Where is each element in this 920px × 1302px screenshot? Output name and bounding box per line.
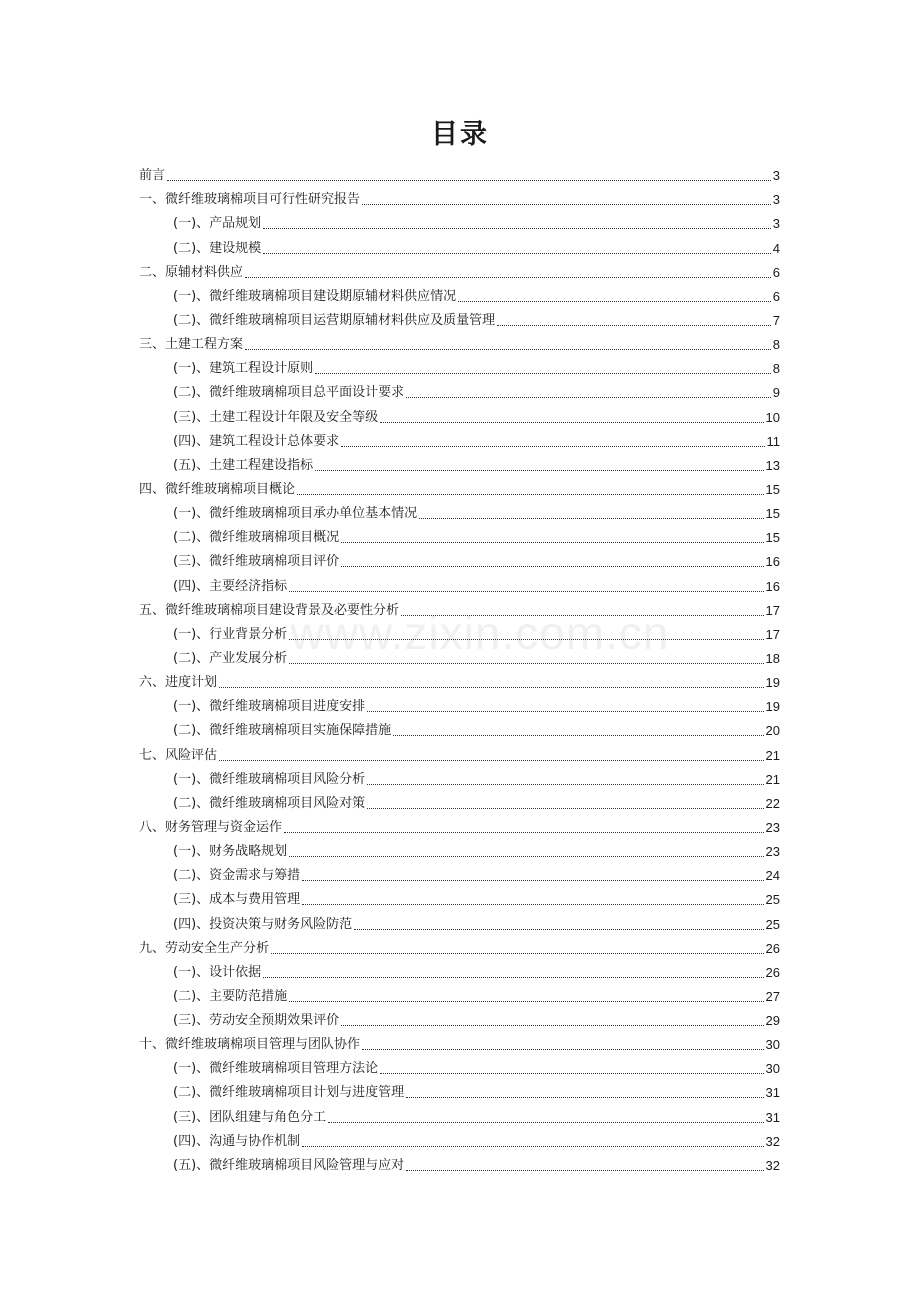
toc-section-entry[interactable] (139, 933, 780, 957)
toc-dot-leader (167, 180, 771, 181)
toc-subsection-entry[interactable] (139, 401, 780, 425)
table-of-contents (139, 160, 780, 1174)
toc-page-number: 6 (772, 264, 780, 280)
toc-subsection-entry[interactable] (139, 232, 780, 256)
toc-entry-label: (一)、设计依据 (173, 964, 262, 980)
toc-section-entry[interactable] (139, 329, 780, 353)
toc-dot-leader (315, 373, 771, 374)
toc-page-number: 30 (765, 1037, 780, 1053)
toc-entry-label: (三)、成本与费用管理 (173, 892, 301, 908)
toc-entry-label: (二)、资金需求与筹措 (173, 868, 301, 884)
toc-page-number: 22 (765, 795, 780, 811)
toc-subsection-entry[interactable] (139, 208, 780, 232)
toc-subsection-entry[interactable] (139, 643, 780, 667)
toc-page-number: 9 (772, 385, 780, 401)
toc-dot-leader (458, 301, 771, 302)
toc-subsection-entry[interactable] (139, 957, 780, 981)
toc-subsection-entry[interactable] (139, 450, 780, 474)
toc-page-number: 26 (765, 940, 780, 956)
toc-dot-leader (284, 832, 764, 833)
toc-subsection-entry[interactable] (139, 1077, 780, 1101)
toc-dot-leader (380, 422, 763, 423)
toc-dot-leader (341, 1025, 763, 1026)
toc-subsection-entry[interactable] (139, 884, 780, 908)
toc-entry-label: 十、微纤维玻璃棉项目管理与团队协作 (139, 1037, 361, 1053)
toc-dot-leader (362, 1049, 764, 1050)
toc-subsection-entry[interactable] (139, 305, 780, 329)
toc-subsection-entry[interactable] (139, 715, 780, 739)
toc-entry-label: 三、土建工程方案 (139, 337, 244, 353)
toc-page-number: 6 (772, 288, 780, 304)
toc-dot-leader (302, 904, 763, 905)
toc-dot-leader (219, 687, 764, 688)
toc-dot-leader (354, 929, 763, 930)
toc-page-number: 27 (765, 988, 780, 1004)
toc-entry-label: 八、财务管理与资金运作 (139, 819, 283, 835)
toc-page-number: 3 (772, 192, 780, 208)
toc-subsection-entry[interactable] (139, 426, 780, 450)
toc-subsection-entry[interactable] (139, 1053, 780, 1077)
toc-entry-label: (一)、微纤维玻璃棉项目风险分析 (173, 771, 366, 787)
toc-subsection-entry[interactable] (139, 619, 780, 643)
toc-section-entry[interactable] (139, 812, 780, 836)
toc-page-number: 23 (765, 844, 780, 860)
toc-page-number: 8 (772, 337, 780, 353)
toc-entry-label: (二)、建设规模 (173, 240, 262, 256)
toc-page-number: 30 (765, 1061, 780, 1077)
toc-dot-leader (380, 1073, 763, 1074)
toc-entry-label: (一)、产品规划 (173, 216, 262, 232)
toc-dot-leader (289, 639, 763, 640)
toc-entry-label: (一)、微纤维玻璃棉项目建设期原辅材料供应情况 (173, 288, 457, 304)
toc-subsection-entry[interactable] (139, 836, 780, 860)
toc-page-number: 8 (772, 361, 780, 377)
toc-subsection-entry[interactable] (139, 1101, 780, 1125)
toc-entry-label: (四)、主要经济指标 (173, 578, 288, 594)
toc-entry-label: (二)、微纤维玻璃棉项目总平面设计要求 (173, 385, 405, 401)
toc-dot-leader (367, 784, 763, 785)
toc-page-number: 3 (772, 216, 780, 232)
toc-page-number: 15 (765, 481, 780, 497)
toc-entry-label: (二)、微纤维玻璃棉项目风险对策 (173, 795, 366, 811)
toc-entry-label: (五)、土建工程建设指标 (173, 457, 314, 473)
toc-page-number: 10 (765, 409, 780, 425)
toc-subsection-entry[interactable] (139, 788, 780, 812)
toc-dot-leader (297, 494, 764, 495)
toc-entry-label: (一)、微纤维玻璃棉项目承办单位基本情况 (173, 506, 418, 522)
toc-entry-label: 七、风险评估 (139, 747, 218, 763)
toc-dot-leader (401, 615, 764, 616)
toc-entry-label: 二、原辅材料供应 (139, 264, 244, 280)
toc-subsection-entry[interactable] (139, 281, 780, 305)
toc-entry-label: (一)、微纤维玻璃棉项目进度安排 (173, 699, 366, 715)
toc-dot-leader (419, 518, 763, 519)
toc-section-entry[interactable] (139, 184, 780, 208)
toc-entry-label: (一)、微纤维玻璃棉项目管理方法论 (173, 1061, 379, 1077)
toc-section-entry[interactable] (139, 739, 780, 763)
toc-subsection-entry[interactable] (139, 570, 780, 594)
toc-dot-leader (289, 1001, 763, 1002)
toc-dot-leader (406, 1097, 763, 1098)
watermark: www.zixin.com.cn (290, 607, 670, 659)
toc-entry-label: (二)、微纤维玻璃棉项目实施保障措施 (173, 723, 392, 739)
toc-section-entry[interactable] (139, 257, 780, 281)
toc-page-number: 3 (772, 168, 780, 184)
toc-page-number: 20 (765, 723, 780, 739)
toc-section-entry[interactable] (139, 1029, 780, 1053)
toc-dot-leader (289, 663, 763, 664)
toc-page-number: 7 (772, 312, 780, 328)
toc-entry-label: (二)、产业发展分析 (173, 650, 288, 666)
toc-page-number: 19 (765, 699, 780, 715)
toc-subsection-entry[interactable] (139, 981, 780, 1005)
toc-dot-leader (393, 735, 763, 736)
toc-subsection-entry[interactable] (139, 764, 780, 788)
toc-entry-label: (一)、财务战略规划 (173, 844, 288, 860)
toc-subsection-entry[interactable] (139, 498, 780, 522)
toc-page-number: 17 (765, 626, 780, 642)
toc-subsection-entry[interactable] (139, 546, 780, 570)
toc-dot-leader (341, 542, 763, 543)
toc-page-number: 16 (765, 554, 780, 570)
toc-dot-leader (289, 591, 763, 592)
toc-section-entry[interactable] (139, 160, 780, 184)
toc-dot-leader (315, 470, 763, 471)
toc-subsection-entry[interactable] (139, 1126, 780, 1150)
toc-page-number: 21 (765, 771, 780, 787)
toc-entry-label: (二)、微纤维玻璃棉项目计划与进度管理 (173, 1085, 405, 1101)
toc-page-number: 15 (765, 530, 780, 546)
toc-dot-leader (302, 1146, 763, 1147)
toc-page-number: 29 (765, 1013, 780, 1029)
toc-entry-label: 九、劳动安全生产分析 (139, 940, 270, 956)
toc-page-number: 17 (765, 602, 780, 618)
toc-entry-label: (二)、微纤维玻璃棉项目运营期原辅材料供应及质量管理 (173, 312, 496, 328)
toc-entry-label: 四、微纤维玻璃棉项目概论 (139, 481, 296, 497)
toc-entry-label: (二)、主要防范措施 (173, 988, 288, 1004)
toc-entry-label: (四)、建筑工程设计总体要求 (173, 433, 340, 449)
toc-dot-leader (263, 228, 771, 229)
toc-dot-leader (263, 977, 763, 978)
toc-page-number: 18 (765, 650, 780, 666)
toc-subsection-entry[interactable] (139, 860, 780, 884)
toc-entry-label: (五)、微纤维玻璃棉项目风险管理与应对 (173, 1157, 405, 1173)
toc-dot-leader (328, 1122, 763, 1123)
toc-page-number: 19 (765, 675, 780, 691)
toc-dot-leader (341, 446, 764, 447)
toc-entry-label: (一)、建筑工程设计原则 (173, 361, 314, 377)
toc-dot-leader (271, 953, 764, 954)
toc-subsection-entry[interactable] (139, 353, 780, 377)
toc-dot-leader (245, 349, 771, 350)
toc-entry-label: (三)、微纤维玻璃棉项目评价 (173, 554, 340, 570)
toc-dot-leader (263, 253, 771, 254)
toc-page-number: 15 (765, 506, 780, 522)
toc-dot-leader (219, 760, 764, 761)
toc-dot-leader (406, 397, 771, 398)
toc-subsection-entry[interactable] (139, 691, 780, 715)
toc-subsection-entry[interactable] (139, 1005, 780, 1029)
toc-entry-label: 前言 (139, 168, 166, 184)
toc-dot-leader (497, 325, 771, 326)
toc-section-entry[interactable] (139, 595, 780, 619)
toc-dot-leader (289, 856, 763, 857)
toc-page-number: 26 (765, 964, 780, 980)
toc-subsection-entry[interactable] (139, 377, 780, 401)
toc-entry-label: (三)、团队组建与角色分工 (173, 1109, 327, 1125)
toc-entry-label: (三)、劳动安全预期效果评价 (173, 1013, 340, 1029)
toc-page-number: 32 (765, 1157, 780, 1173)
toc-section-entry[interactable] (139, 667, 780, 691)
toc-entry-label: (二)、微纤维玻璃棉项目概况 (173, 530, 340, 546)
toc-page-number: 25 (765, 916, 780, 932)
toc-page-number: 31 (765, 1085, 780, 1101)
toc-entry-label: (一)、行业背景分析 (173, 626, 288, 642)
toc-page-number: 21 (765, 747, 780, 763)
toc-page-number: 24 (765, 868, 780, 884)
toc-page-number: 32 (765, 1133, 780, 1149)
toc-page-number: 13 (765, 457, 780, 473)
toc-entry-label: 六、进度计划 (139, 675, 218, 691)
toc-dot-leader (341, 566, 763, 567)
toc-page-number: 31 (765, 1109, 780, 1125)
toc-dot-leader (302, 880, 763, 881)
toc-section-entry[interactable] (139, 474, 780, 498)
toc-page-number: 4 (772, 240, 780, 256)
toc-page-number: 16 (765, 578, 780, 594)
toc-page-number: 11 (766, 433, 780, 449)
toc-dot-leader (245, 277, 771, 278)
toc-entry-label: (四)、投资决策与财务风险防范 (173, 916, 353, 932)
toc-page-number: 23 (765, 819, 780, 835)
toc-subsection-entry[interactable] (139, 522, 780, 546)
toc-entry-label: (四)、沟通与协作机制 (173, 1133, 301, 1149)
toc-dot-leader (406, 1170, 763, 1171)
toc-subsection-entry[interactable] (139, 908, 780, 932)
toc-dot-leader (367, 711, 763, 712)
toc-entry-label: (三)、土建工程设计年限及安全等级 (173, 409, 379, 425)
toc-page-number: 25 (765, 892, 780, 908)
toc-dot-leader (362, 204, 771, 205)
toc-entry-label: 五、微纤维玻璃棉项目建设背景及必要性分析 (139, 602, 400, 618)
toc-dot-leader (367, 808, 763, 809)
toc-subsection-entry[interactable] (139, 1150, 780, 1174)
toc-entry-label: 一、微纤维玻璃棉项目可行性研究报告 (139, 192, 361, 208)
page-title: 目录 (431, 119, 489, 150)
